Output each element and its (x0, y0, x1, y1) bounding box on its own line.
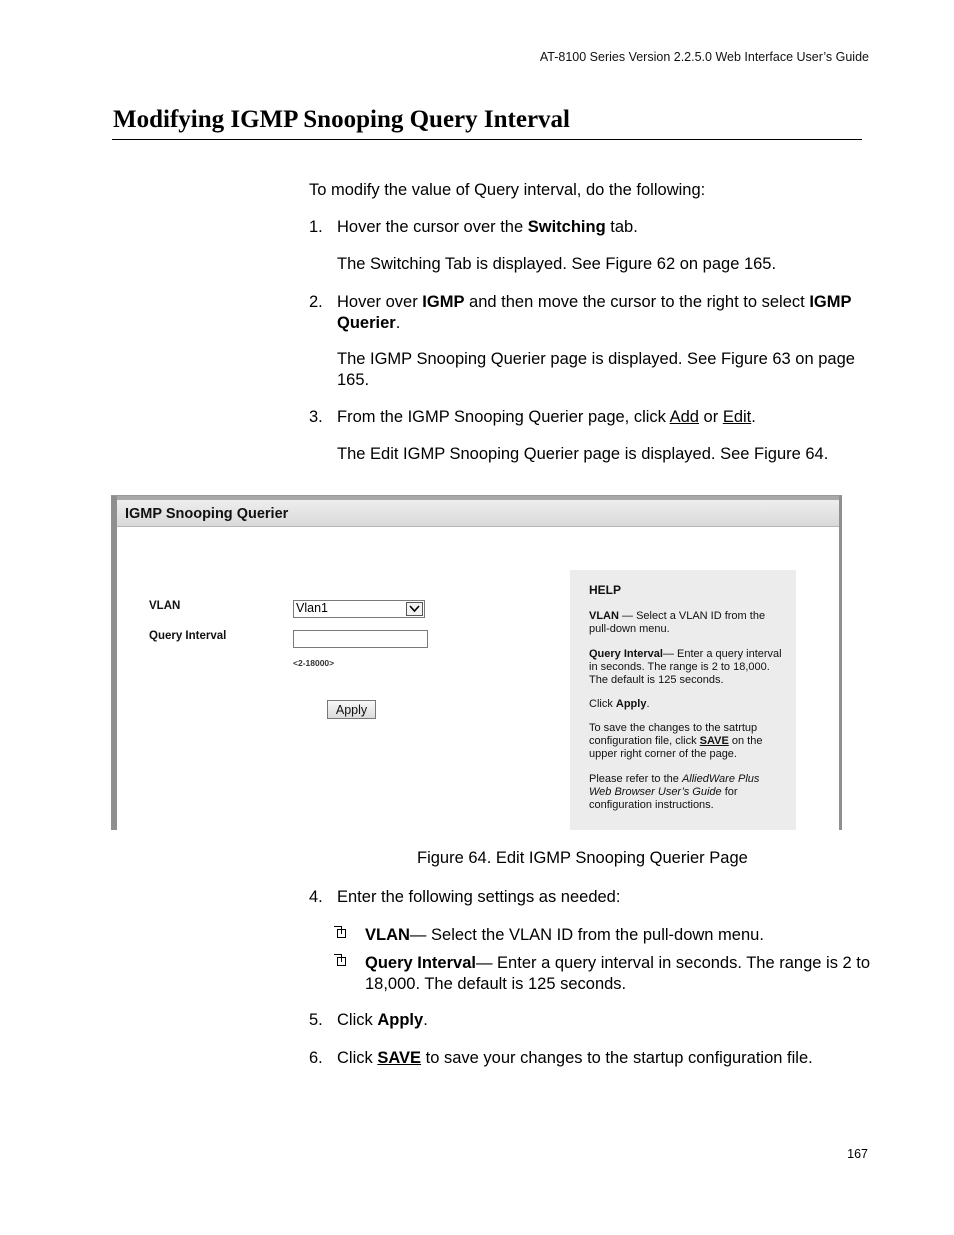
help-save-link[interactable]: SAVE (699, 735, 729, 747)
running-header: AT-8100 Series Version 2.2.5.0 Web Interface User’s Guide (539, 50, 869, 64)
step-number: 1. (309, 218, 323, 236)
vlan-select-value: Vlan1 (296, 601, 328, 615)
setting-query-interval (309, 953, 874, 995)
step-4 (309, 887, 874, 909)
edit-link[interactable]: Edit (722, 408, 752, 426)
query-interval-label: Query Interval (149, 630, 227, 642)
figure-border (111, 496, 117, 830)
page-number: 167 (847, 1147, 868, 1161)
step-text: Enter the following settings as needed: (337, 888, 621, 906)
add-link[interactable]: Add (669, 408, 699, 426)
step-number: 3. (309, 408, 323, 426)
help-click-apply: Click Apply. (589, 698, 650, 710)
title-rule (112, 139, 862, 140)
help-title: HELP (589, 583, 622, 597)
help-save: To save the changes to the satrtup configuration file, click SAVE on the upper right corner of the page. (589, 722, 763, 760)
step-1 (309, 217, 874, 239)
step-2-result: The IGMP Snooping Querier page is displayed. See Figure 63 on page 165. (337, 350, 855, 389)
step-text: From the IGMP Snooping Querier page, click Add or Edit. (337, 408, 756, 426)
step-3 (309, 407, 874, 429)
step-number: 5. (309, 1011, 323, 1029)
help-vlan: VLAN — Select a VLAN ID from the pull-down menu. (589, 610, 766, 635)
checkbox-bullet-icon (337, 929, 346, 938)
range-hint: <2-18000> (293, 658, 335, 668)
setting-text: Query Interval— Enter a query interval in seconds. The range is 2 to 18,000. The default is 125 seconds. (365, 954, 871, 993)
step-text: Hover over IGMP and then move the cursor to the right to select IGMP Querier. (337, 293, 852, 332)
help-refer: Please refer to the AlliedWare Plus Web Browser User’s Guide for configuration instructions. (589, 773, 760, 811)
step-1-result: The Switching Tab is displayed. See Figure 62 on page 165. (337, 255, 777, 273)
query-interval-input[interactable] (293, 630, 428, 648)
step-number: 4. (309, 888, 323, 906)
step-3-result: The Edit IGMP Snooping Querier page is displayed. See Figure 64. (337, 445, 829, 463)
help-panel (570, 570, 796, 830)
help-query-interval: Query Interval— Enter a query interval in seconds. The range is 2 to 18,000. The default is 125 seconds. (589, 648, 782, 686)
section-title: Modifying IGMP Snooping Query Interval (113, 106, 570, 133)
step-number: 6. (309, 1049, 323, 1067)
figure-caption: Figure 64. Edit IGMP Snooping Querier Page (417, 849, 748, 867)
figure-border (839, 496, 842, 830)
step-2 (309, 292, 874, 334)
figure-screenshot (111, 495, 842, 830)
step-text: Click SAVE to save your changes to the startup configuration file. (337, 1049, 813, 1067)
save-link[interactable]: SAVE (377, 1049, 422, 1067)
step-text: Click Apply. (337, 1011, 428, 1029)
vlan-label: VLAN (149, 600, 181, 612)
intro-paragraph: To modify the value of Query interval, do the following: (309, 181, 706, 199)
setting-vlan (309, 925, 874, 947)
setting-text: VLAN— Select the VLAN ID from the pull-down menu. (365, 926, 764, 944)
panel-title: IGMP Snooping Querier (125, 506, 289, 522)
step-6 (309, 1048, 874, 1070)
step-text: Hover the cursor over the Switching tab. (337, 218, 638, 236)
vlan-select[interactable] (293, 600, 425, 618)
apply-button[interactable]: Apply (327, 700, 376, 719)
step-number: 2. (309, 293, 323, 311)
step-5 (309, 1010, 874, 1032)
chevron-down-icon[interactable] (406, 602, 423, 616)
panel-header (117, 500, 839, 527)
checkbox-bullet-icon (337, 957, 346, 966)
